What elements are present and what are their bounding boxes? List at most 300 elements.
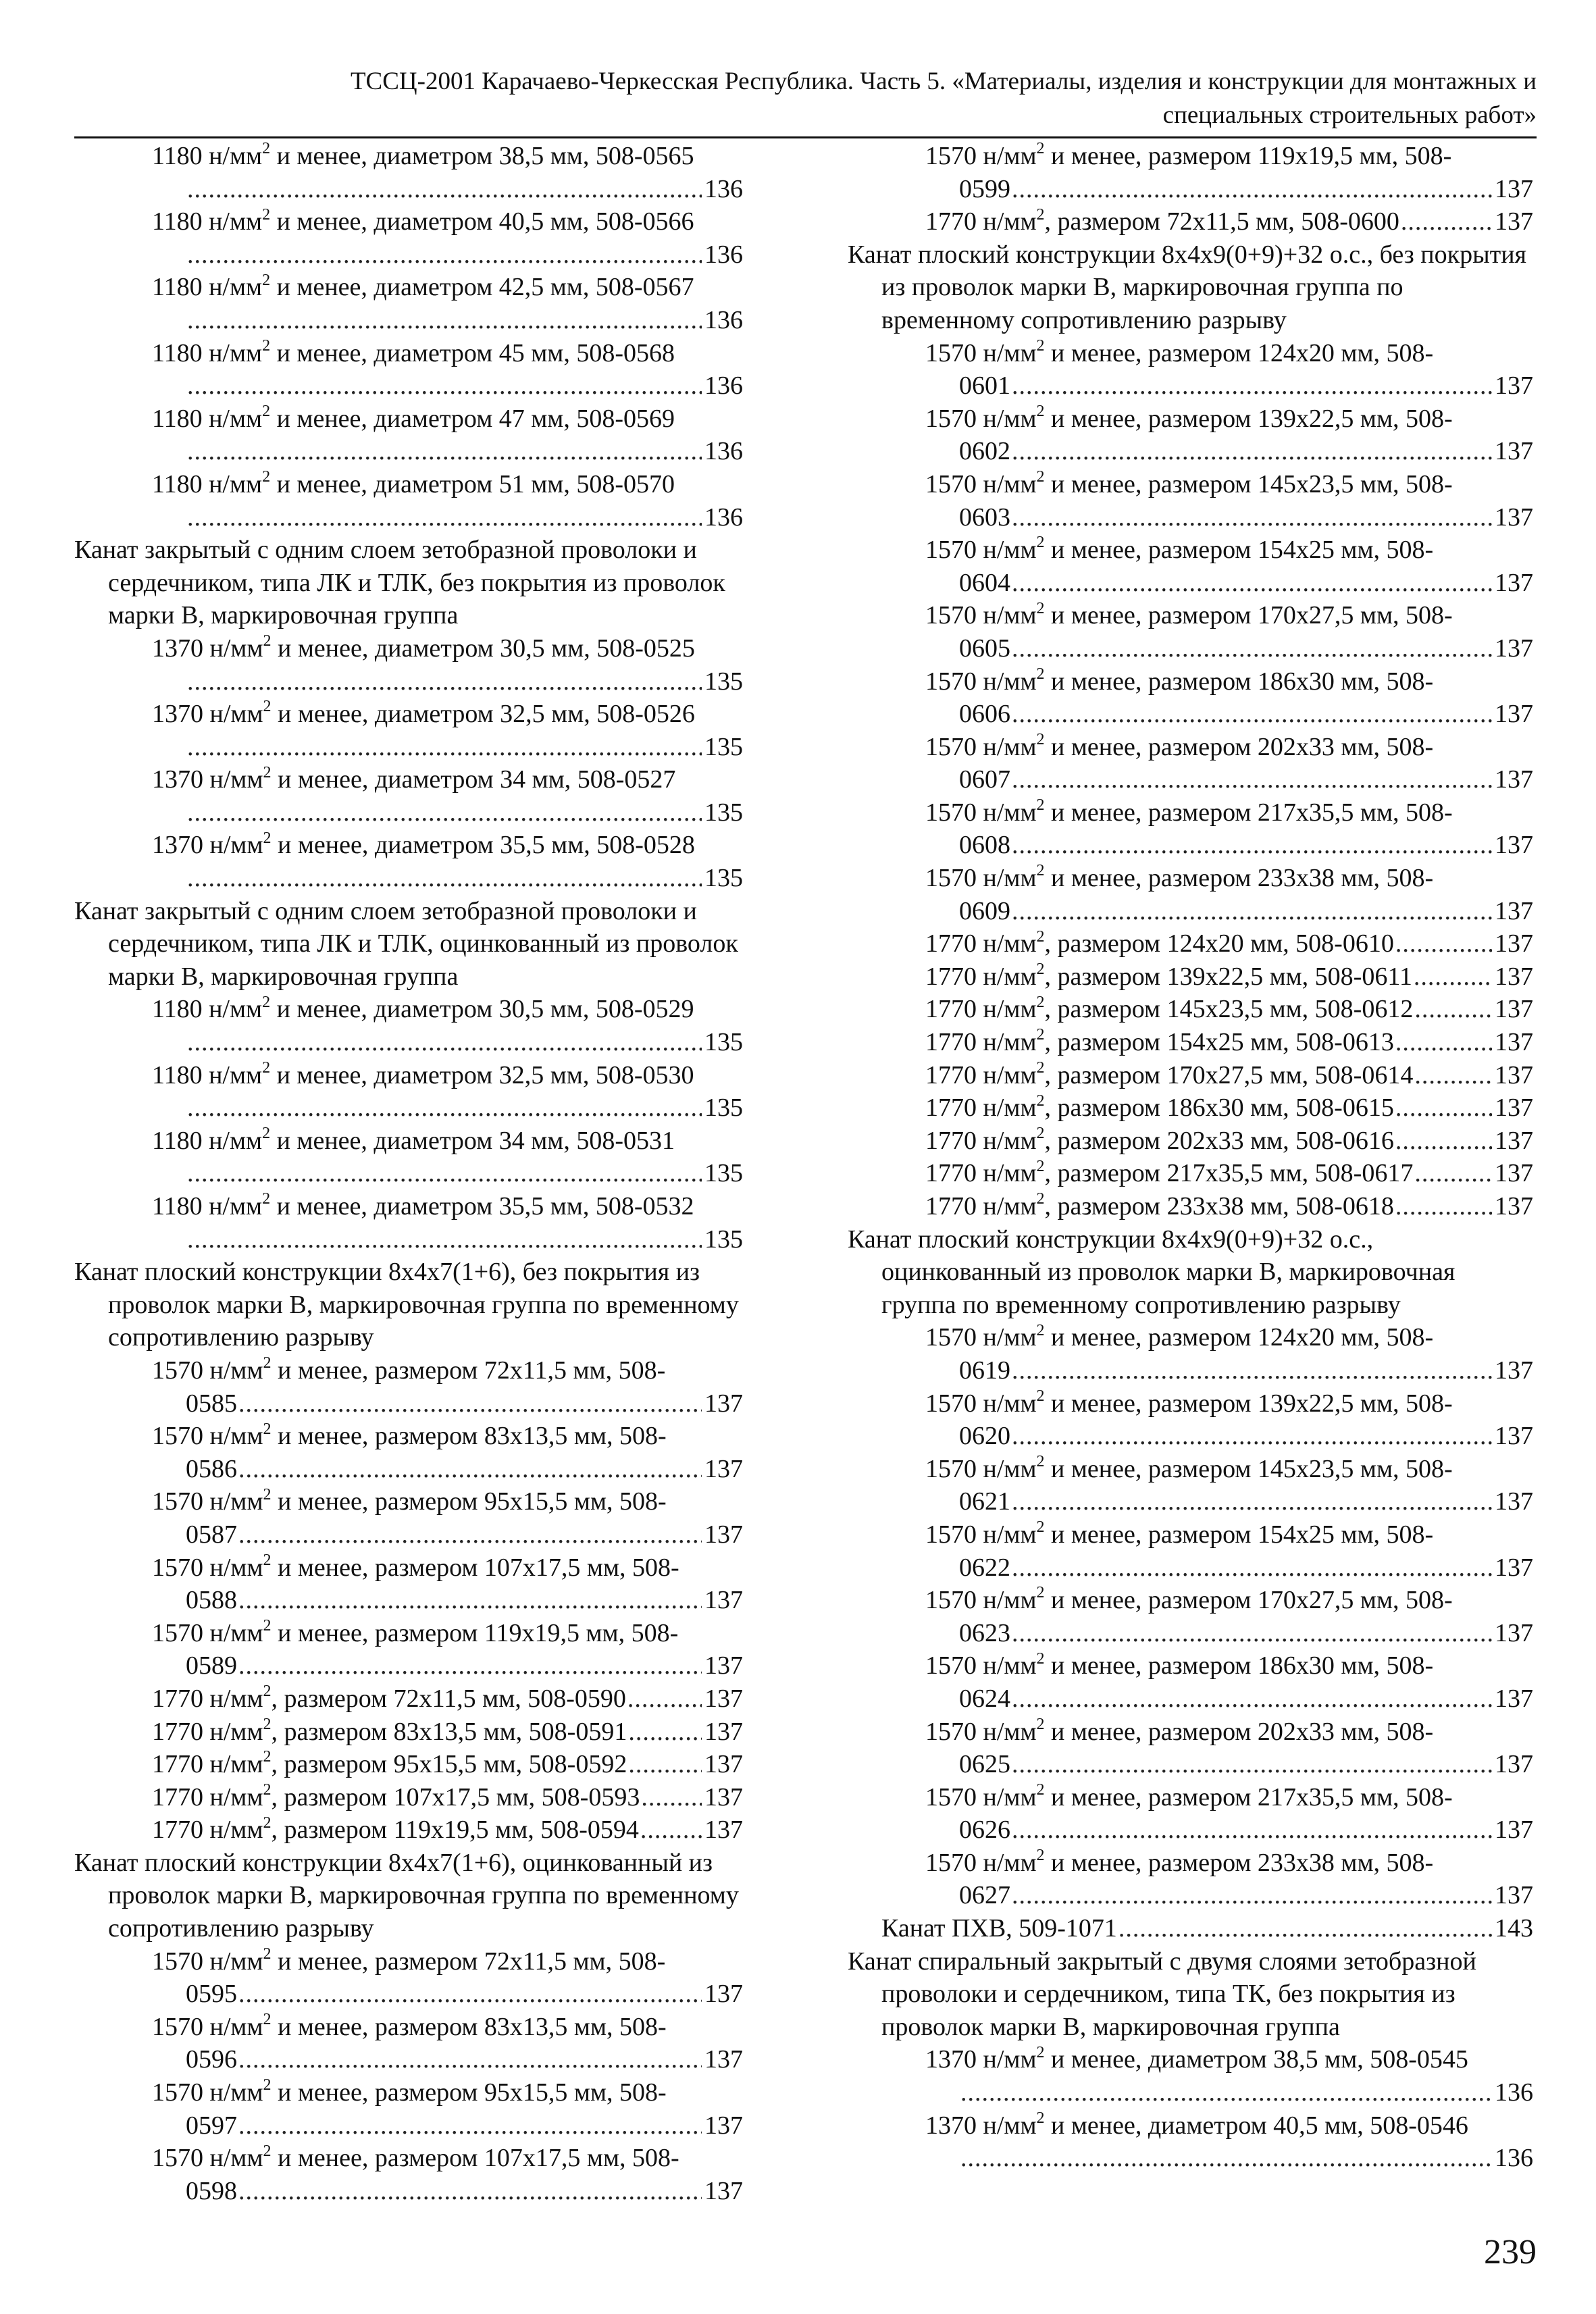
index-entry [848,1321,1533,1387]
entry-leader-row [925,1190,1533,1223]
entry-page-ref: 135 [704,864,743,893]
entry-leader-row [959,2076,1533,2109]
entry-page-ref: 137 [1495,929,1533,958]
entry-text-line: 0595 [186,1980,237,2009]
entry-text-line: 1570 $н/мм^2$ и менее, размером 202х33 мм, 508- [925,1715,1434,1746]
dot-leader [187,304,702,337]
entry-leader-row [925,960,1533,994]
index-heading: Канат закрытый с одним слоем зетобразной проволоки и сердечником, типа ЛК и ТЛК, оцинкованный из проволок марки В, маркировочная группа [74,896,738,991]
dot-leader [238,1387,702,1420]
entry-page-ref: 137 [704,1586,743,1615]
dot-leader [640,1814,702,1847]
index-entry [848,140,1533,205]
entry-text-line: 1180 $н/мм^2$ и менее, диаметром 51 мм, 508-0570 [152,468,675,498]
header-line-2: специальных строительных работ» [1162,101,1537,129]
entry-text-line: 1570 $н/мм^2$ и менее, размером 202х33 мм, 508- [925,731,1434,761]
dot-leader [238,2043,702,2076]
entry-leader-row [152,1814,743,1847]
entry-page-ref: 137 [1495,1356,1533,1385]
dot-leader [1012,763,1492,796]
entry-page-ref: 137 [704,1454,743,1483]
dot-leader [960,2076,1492,2109]
entry-leader-row [959,1748,1533,1781]
entry-text-line: 1770 $н/мм^2$, размером 145х23,5 мм, 508-0612 [925,993,1414,1024]
entry-leader-row [152,1781,743,1814]
entry-leader-row [186,1584,743,1617]
entry-page-ref: 136 [704,437,743,466]
entry-page-ref: 137 [1495,700,1533,729]
entry-text-line: 1570 $н/мм^2$ и менее, размером 139х22,5 мм, 508- [925,1387,1453,1418]
header-rule [74,136,1537,138]
page-number: 239 [1484,2233,1537,2271]
entry-page-ref: 137 [1495,1126,1533,1155]
index-heading: Канат плоский конструкции 8х4х9(0+9)+32 о.с., оцинкованный из проволок марки В, маркировочная группа по временному сопротивлению разрыву [848,1225,1456,1319]
entry-text-line: 1570 $н/мм^2$ и менее, размером 139х22,5 мм, 508- [925,403,1453,433]
index-entry [74,1814,743,1847]
entry-leader-row [959,895,1533,928]
entry-leader-row [959,763,1533,796]
entry-leader-row [925,1157,1533,1190]
dot-leader [1395,1091,1492,1125]
entry-text-line: 1570 $н/мм^2$ и менее, размером 72х11,5 мм, 508- [152,1945,666,1976]
entry-text-line: 0585 [186,1389,237,1418]
index-entry [74,140,743,205]
dot-leader [238,2109,702,2142]
entry-text-line: 1180 $н/мм^2$ и менее, диаметром 40,5 мм, 508-0566 [152,205,694,236]
entry-page-ref: 137 [1495,174,1533,203]
index-entry [848,1157,1533,1190]
entry-page-ref: 137 [1495,1094,1533,1123]
entry-page-ref: 137 [1495,831,1533,860]
index-entry [848,862,1533,927]
entry-leader-row [186,2043,743,2076]
index-heading: Канат спиральный закрытый с двумя слоями зетобразной проволоки и сердечником, типа ТК, без покрытия из проволок марки В, маркировочная группа [848,1947,1476,2041]
index-heading: Канат плоский конструкции 8х4х7(1+6), без покрытия из проволок марки В, маркировочная группа по временному сопротивлению разрыву [74,1258,739,1352]
entry-text-line: 0606 [959,700,1010,729]
entry-leader-row [959,2142,1533,2175]
index-entry [848,927,1533,960]
index-entry [74,763,743,829]
entry-text-line: 1370 $н/мм^2$ и менее, диаметром 40,5 мм, 508-0546 [925,2109,1468,2140]
entry-text-line: 0619 [959,1356,1010,1385]
entry-text-line: 1570 $н/мм^2$ и менее, размером 217х35,5 мм, 508- [925,796,1453,827]
entry-leader-row [186,731,743,764]
dot-leader [1395,1125,1492,1158]
index-entry [74,1485,743,1551]
entry-text-line: 1570 $н/мм^2$ и менее, размером 217х35,5 мм, 508- [925,1781,1453,1811]
entry-text-line: 1570 $н/мм^2$ и менее, размером 107х17,5 мм, 508- [152,2142,679,2173]
index-entry [848,665,1533,731]
entry-leader-row [186,1518,743,1551]
entry-text-line: 1180 $н/мм^2$ и менее, диаметром 38,5 мм, 508-0565 [152,140,694,170]
entry-leader-row [186,1387,743,1420]
entry-page-ref: 137 [1495,207,1533,236]
entry-page-ref: 137 [704,2176,743,2205]
entry-text-line: 0624 [959,1684,1010,1713]
entry-leader-row [959,173,1533,206]
entry-text-line: 0622 [959,1553,1010,1582]
index-entry [848,1125,1533,1158]
entry-text-line: 1570 $н/мм^2$ и менее, размером 170х27,5 мм, 508- [925,1584,1453,1615]
entry-text-line: 1570 $н/мм^2$ и менее, размером 119х19,5 мм, 508- [152,1617,679,1647]
entry-page-ref: 135 [704,732,743,761]
entry-leader-row [152,1682,743,1716]
entry-page-ref: 135 [704,1159,743,1188]
entry-text-line: 1770 $н/мм^2$, размером 72х11,5 мм, 508-0600 [925,205,1399,236]
entry-page-ref: 137 [704,1684,743,1713]
entry-text-line: 0604 [959,568,1010,597]
entry-text-line: 1570 $н/мм^2$ и менее, размером 124х20 мм, 508- [925,1321,1434,1352]
dot-leader [1414,960,1492,994]
entry-text-line: 0597 [186,2111,237,2140]
index-entry [74,2076,743,2142]
entry-text-line: 1770 $н/мм^2$, размером 233х38 мм, 508-0618 [925,1190,1394,1220]
dot-leader [187,862,702,895]
header-line-1: ТССЦ-2001 Карачаево-Черкесская Республика. Часть 5. «Материалы, изделия и конструкции для монтажных и [350,68,1537,95]
entry-leader-row [152,1716,743,1749]
dot-leader [238,1518,702,1551]
entry-text-line: 0605 [959,634,1010,663]
index-entry [74,1716,743,1749]
entry-leader-row [186,1649,743,1682]
index-entry [848,205,1533,238]
index-entry [848,2109,1533,2175]
dot-leader [1012,1879,1492,1912]
entry-leader-row [959,698,1533,731]
entry-page-ref: 135 [704,667,743,696]
index-main-entry [848,1912,1533,1945]
index-entry [848,1387,1533,1453]
dot-leader [1012,632,1492,665]
entry-page-ref: 136 [704,174,743,203]
entry-page-ref: 137 [704,1816,743,1845]
entry-text-line: 0623 [959,1618,1010,1647]
entry-text-line: 0625 [959,1750,1010,1779]
dot-leader [628,1716,702,1749]
entry-leader-row [959,1814,1533,1847]
dot-leader [628,1748,702,1781]
entry-page-ref: 137 [704,1520,743,1549]
index-entry [74,1354,743,1420]
entry-page-ref: 137 [1495,1159,1533,1188]
dot-leader [1012,1814,1492,1847]
dot-leader [1414,1059,1492,1092]
index-entry [848,1518,1533,1584]
entry-page-ref: 137 [1495,503,1533,532]
index-column-right [848,140,1533,2175]
entry-text-line: 1370 $н/мм^2$ и менее, диаметром 30,5 мм, 508-0525 [152,632,695,663]
entry-text-line: 1570 $н/мм^2$ и менее, размером 95х15,5 мм, 508- [152,1485,667,1516]
dot-leader [1012,173,1492,206]
running-header [74,65,1537,132]
entry-page-ref: 137 [1495,995,1533,1024]
index-entry [848,337,1533,403]
entry-text-line: 1180 $н/мм^2$ и менее, диаметром 45 мм, 508-0568 [152,336,675,367]
dot-leader [187,501,702,534]
dot-leader [1012,829,1492,862]
entry-text-line: 1570 $н/мм^2$ и менее, размером 83х13,5 мм, 508- [152,2011,667,2041]
index-entry [74,1125,743,1190]
entry-page-ref: 137 [704,1782,743,1811]
entry-text-line: 1180 $н/мм^2$ и менее, диаметром 47 мм, 508-0569 [152,403,675,433]
index-entry [74,2011,743,2076]
dot-leader [1012,1485,1492,1518]
index-heading: Канат плоский конструкции 8х4х9(0+9)+32 о.с., без покрытия из проволок марки В, маркировочная группа по временному сопротивлению разрыву [848,240,1527,334]
dot-leader [1012,369,1492,403]
entry-page-ref: 143 [1495,1914,1533,1943]
dot-leader [187,369,702,403]
entry-text-line: 1770 $н/мм^2$, размером 83х13,5 мм, 508-0591 [152,1715,627,1746]
dot-leader [1012,1617,1492,1650]
entry-leader-row [186,1091,743,1125]
entry-text-line: 0620 [959,1422,1010,1451]
entry-leader-row [186,2175,743,2208]
entry-leader-row [925,205,1533,238]
index-column-left [74,140,743,2207]
dot-leader [187,1091,702,1125]
index-entry [848,1026,1533,1059]
index-entry [848,2043,1533,2109]
dot-leader [238,1978,702,2011]
entry-text-line: 1570 $н/мм^2$ и менее, размером 107х17,5 мм, 508- [152,1551,679,1582]
entry-page-ref: 137 [1495,962,1533,991]
entry-page-ref: 136 [1495,2078,1533,2107]
entry-leader-row [925,1091,1533,1125]
entry-page-ref: 137 [1495,634,1533,663]
entry-text-line: 1770 $н/мм^2$, размером 72х11,5 мм, 508-0590 [152,1682,626,1713]
entry-text-line: 1370 $н/мм^2$ и менее, диаметром 34 мм, 508-0527 [152,763,676,794]
index-entry [74,993,743,1058]
entry-page-ref: 137 [1495,896,1533,925]
index-entry [848,468,1533,534]
index-heading: Канат закрытый с одним слоем зетобразной проволоки и сердечником, типа ЛК и ТЛК, без покрытия из проволок марки В, маркировочная группа [74,536,725,630]
index-entry [74,1682,743,1716]
dot-leader [1395,1190,1492,1223]
entry-leader-row [959,1551,1533,1585]
entry-page-ref: 137 [1495,568,1533,597]
index-entry [848,1091,1533,1125]
dot-leader [627,1682,702,1716]
entry-leader-row [186,435,743,468]
index-entry [848,403,1533,468]
index-entry [848,796,1533,862]
entry-page-ref: 135 [704,1094,743,1123]
entry-text-line: 1370 $н/мм^2$ и менее, диаметром 35,5 мм, 508-0528 [152,829,695,860]
entry-page-ref: 137 [1495,765,1533,794]
entry-text-line: Канат ПХВ, 509-1071 [881,1914,1117,1943]
index-entry [848,993,1533,1026]
index-entry [848,1847,1533,1912]
entry-text-line: 0586 [186,1454,237,1483]
entry-leader-row [959,501,1533,534]
entry-page-ref: 137 [1495,371,1533,401]
dot-leader [187,796,702,829]
entry-text-line: 0601 [959,371,1010,401]
dot-leader [187,665,702,698]
dot-leader [960,2142,1492,2175]
entry-text-line: 1570 $н/мм^2$ и менее, размером 145х23,5 мм, 508- [925,1453,1453,1483]
entry-text-line: 1770 $н/мм^2$, размером 107х17,5 мм, 508-0593 [152,1781,640,1811]
entry-text-line: 1570 $н/мм^2$ и менее, размером 154х25 мм, 508- [925,534,1434,565]
index-entry [74,205,743,271]
dot-leader [187,1157,702,1190]
index-entry [74,2142,743,2207]
dot-leader [1401,205,1492,238]
index-entry [74,337,743,403]
dot-leader [238,2175,702,2208]
entry-page-ref: 137 [1495,1192,1533,1220]
index-entry [74,829,743,894]
entry-page-ref: 137 [1495,1487,1533,1516]
entry-text-line: 1570 $н/мм^2$ и менее, размером 233х38 мм, 508- [925,862,1434,893]
entry-page-ref: 137 [1495,1422,1533,1451]
entry-page-ref: 136 [704,305,743,334]
dot-leader [641,1781,702,1814]
dot-leader [1414,993,1492,1026]
entry-text-line: 1570 $н/мм^2$ и менее, размером 83х13,5 мм, 508- [152,1420,667,1451]
index-entry [74,698,743,763]
dot-leader [1012,1354,1492,1387]
entry-text-line: 1770 $н/мм^2$, размером 154х25 мм, 508-0613 [925,1026,1394,1057]
entry-text-line: 1180 $н/мм^2$ и менее, диаметром 30,5 мм, 508-0529 [152,993,694,1024]
entry-leader-row [186,238,743,272]
entry-leader-row [959,369,1533,403]
entry-leader-row [186,173,743,206]
entry-text-line: 0626 [959,1816,1010,1845]
entry-leader-row [152,1748,743,1781]
entry-text-line: 1770 $н/мм^2$, размером 202х33 мм, 508-0616 [925,1125,1394,1155]
entry-leader-row [959,435,1533,468]
entry-text-line: 0603 [959,503,1010,532]
dot-leader [1012,698,1492,731]
entry-text-line: 0621 [959,1487,1010,1516]
entry-text-line: 0627 [959,1881,1010,1910]
entry-text-line: 1570 $н/мм^2$ и менее, размером 186х30 мм, 508- [925,1649,1434,1680]
entry-page-ref: 137 [704,1389,743,1418]
entry-leader-row [186,1223,743,1256]
entry-leader-row [959,567,1533,600]
entry-page-ref: 137 [1495,1060,1533,1089]
entry-leader-row [959,829,1533,862]
index-entry [848,1059,1533,1092]
dot-leader [187,1223,702,1256]
dot-leader [1118,1912,1492,1945]
dot-leader [187,173,702,206]
entry-leader-row [959,1420,1533,1453]
entry-page-ref: 137 [1495,1028,1533,1057]
entry-leader-row [959,632,1533,665]
entry-text-line: 1180 $н/мм^2$ и менее, диаметром 32,5 мм, 508-0530 [152,1058,694,1089]
entry-text-line: 0588 [186,1586,237,1615]
index-entry [848,1781,1533,1847]
dot-leader [187,238,702,272]
entry-page-ref: 137 [1495,1553,1533,1582]
dot-leader [187,731,702,764]
index-entry [848,1716,1533,1781]
entry-text-line: 1370 $н/мм^2$ и менее, диаметром 32,5 мм, 508-0526 [152,698,695,729]
dot-leader [1012,567,1492,600]
dot-leader [1395,927,1492,960]
entry-text-line: 1770 $н/мм^2$, размером 124х20 мм, 508-0610 [925,927,1394,958]
entry-leader-row [925,927,1533,960]
index-entry [848,1584,1533,1649]
entry-text-line: 1770 $н/мм^2$, размером 186х30 мм, 508-0615 [925,1091,1394,1123]
entry-text-line: 1570 $н/мм^2$ и менее, размером 233х38 мм, 508- [925,1847,1434,1877]
entry-leader-row [186,1453,743,1486]
entry-text-line: 1570 $н/мм^2$ и менее, размером 186х30 мм, 508- [925,665,1434,696]
index-entry [848,731,1533,796]
entry-leader-row [959,1617,1533,1650]
entry-page-ref: 137 [704,1980,743,2009]
entry-page-ref: 136 [704,503,743,532]
entry-page-ref: 137 [704,1717,743,1746]
entry-page-ref: 137 [704,1750,743,1779]
entry-leader-row [959,1879,1533,1912]
entry-leader-row [186,304,743,337]
dot-leader [238,1453,702,1486]
entry-leader-row [959,1682,1533,1716]
index-entry [848,534,1533,599]
entry-leader-row [186,862,743,895]
entry-text-line: 1770 $н/мм^2$, размером 139х22,5 мм, 508-0611 [925,960,1412,991]
entry-text-line: 0609 [959,896,1010,925]
entry-text-line: 1570 $н/мм^2$ и менее, размером 95х15,5 мм, 508- [152,2076,667,2107]
entry-text-line: 1770 $н/мм^2$, размером 217х35,5 мм, 508-0617 [925,1157,1414,1188]
dot-leader [1414,1157,1492,1190]
entry-text-line: 0596 [186,2045,237,2074]
entry-text-line: 0589 [186,1651,237,1680]
entry-leader-row [925,1026,1533,1059]
index-entry [848,1649,1533,1715]
entry-page-ref: 137 [704,2045,743,2074]
entry-text-line: 1180 $н/мм^2$ и менее, диаметром 34 мм, 508-0531 [152,1125,675,1155]
dot-leader [187,1026,702,1059]
entry-text-line: 1370 $н/мм^2$ и менее, диаметром 38,5 мм, 508-0545 [925,2043,1468,2074]
entry-text-line: 1770 $н/мм^2$, размером 119х19,5 мм, 508-0594 [152,1814,639,1845]
entry-text-line: 0602 [959,437,1010,466]
index-entry [74,468,743,534]
index-entry [74,403,743,468]
entry-leader-row [186,369,743,403]
entry-leader-row [959,1354,1533,1387]
entry-page-ref: 137 [1495,437,1533,466]
entry-text-line: 1570 $н/мм^2$ и менее, размером 145х23,5 мм, 508- [925,468,1453,498]
index-entry [74,1190,743,1256]
entry-leader-row [186,796,743,829]
entry-page-ref: 137 [704,1651,743,1680]
index-entry [74,1781,743,1814]
dot-leader [1012,501,1492,534]
index-heading: Канат плоский конструкции 8х4х7(1+6), оцинкованный из проволок марки В, маркировочная группа по временному сопротивлению разрыву [74,1848,739,1943]
entry-leader-row [959,1485,1533,1518]
index-entry [74,271,743,336]
dot-leader [1395,1026,1492,1059]
dot-leader [1012,435,1492,468]
entry-leader-row [186,1026,743,1059]
entry-page-ref: 135 [704,1028,743,1057]
entry-leader-row [186,665,743,698]
dot-leader [1012,1748,1492,1781]
index-entry [74,1059,743,1125]
entry-page-ref: 135 [704,798,743,827]
entry-text-line: 1770 $н/мм^2$, размером 95х15,5 мм, 508-0592 [152,1748,627,1779]
dot-leader [187,435,702,468]
entry-page-ref: 136 [704,240,743,269]
entry-leader-row [186,1978,743,2011]
index-entry [848,960,1533,994]
dot-leader [238,1649,702,1682]
entry-text-line: 1570 $н/мм^2$ и менее, размером 124х20 мм, 508- [925,336,1434,367]
